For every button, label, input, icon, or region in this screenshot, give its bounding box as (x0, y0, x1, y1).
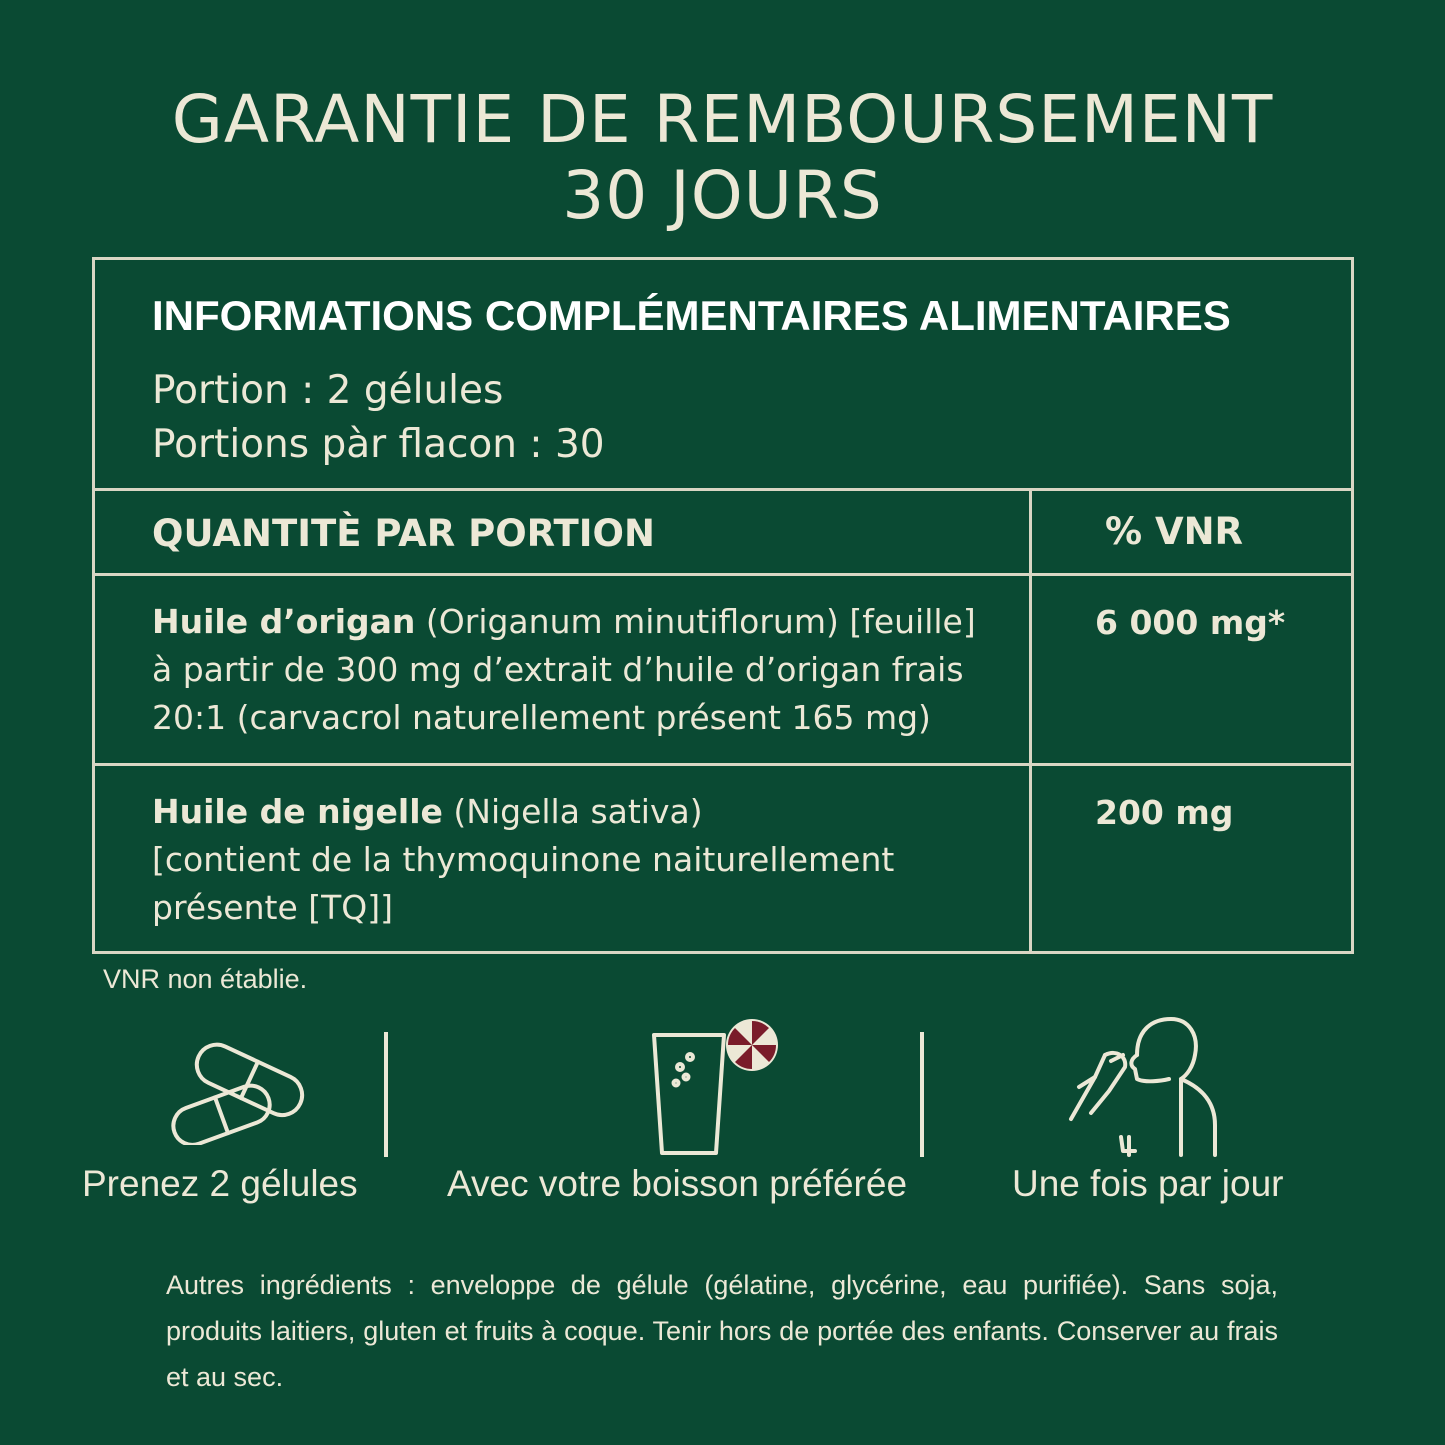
step-divider (384, 1032, 388, 1157)
ingredient-name: Huile d’origan (152, 602, 416, 641)
facts-header (95, 260, 1351, 491)
ingredient-latin: (Nigella sativa) (442, 792, 703, 831)
nrv-column-header: % VNR (1105, 510, 1244, 553)
person-taking-pill-icon (1065, 1015, 1225, 1160)
ingredient-detail: à partir de 300 mg d’extrait d’huile d’origan frais (152, 650, 964, 689)
facts-title: INFORMATIONS COMPLÉMENTAIRES ALIMENTAIRES (152, 292, 1231, 339)
ingredient-latin: (Origanum minutiflorum) [feuille] (415, 602, 976, 641)
supplement-facts-panel (92, 257, 1354, 954)
guarantee-title-line1: GARANTIE DE REMBOURSEMENT (171, 81, 1274, 158)
capsules-icon (155, 1030, 315, 1145)
serving-size: Portion : 2 gélules (152, 368, 504, 413)
nrv-footnote: VNR non établie. (103, 964, 308, 994)
amount-column-header: QUANTITÈ PAR PORTION (152, 512, 655, 555)
step-label-drink: Avec votre boisson préférée (447, 1163, 908, 1204)
ingredient-amount: 200 mg (1095, 793, 1234, 832)
step-divider (920, 1032, 924, 1157)
servings-per-bottle: Portions pàr flacon : 30 (152, 422, 605, 467)
drink-glass-icon (640, 1015, 790, 1160)
other-ingredients-text: Autres ingrédients : enveloppe de gélule (gélatine, glycérine, eau purifiée). Sans soja, produits laitiers, gluten et fruits à coque. Tenir hors de portée des enfants. Conserver au frais et au sec. (166, 1270, 1278, 1392)
ingredient-detail: 20:1 (carvacrol naturellement présent 165 mg) (152, 698, 931, 737)
table-row (152, 788, 894, 932)
step-label-capsules: Prenez 2 gélules (82, 1163, 358, 1204)
table-row (152, 598, 976, 742)
ingredient-amount: 6 000 mg* (1095, 603, 1286, 642)
ingredient-name: Huile de nigelle (152, 792, 443, 831)
step-label-frequency: Une fois par jour (1012, 1163, 1284, 1204)
ingredient-detail: [contient de la thymoquinone naiturellement (152, 840, 895, 879)
row-divider (95, 573, 1351, 576)
ingredient-detail: présente [TQ]] (152, 888, 393, 927)
guarantee-title (0, 82, 1445, 234)
column-divider (1029, 491, 1032, 954)
guarantee-title-line2: 30 JOURS (562, 157, 883, 234)
row-divider (95, 763, 1351, 766)
serving-info (152, 364, 605, 472)
